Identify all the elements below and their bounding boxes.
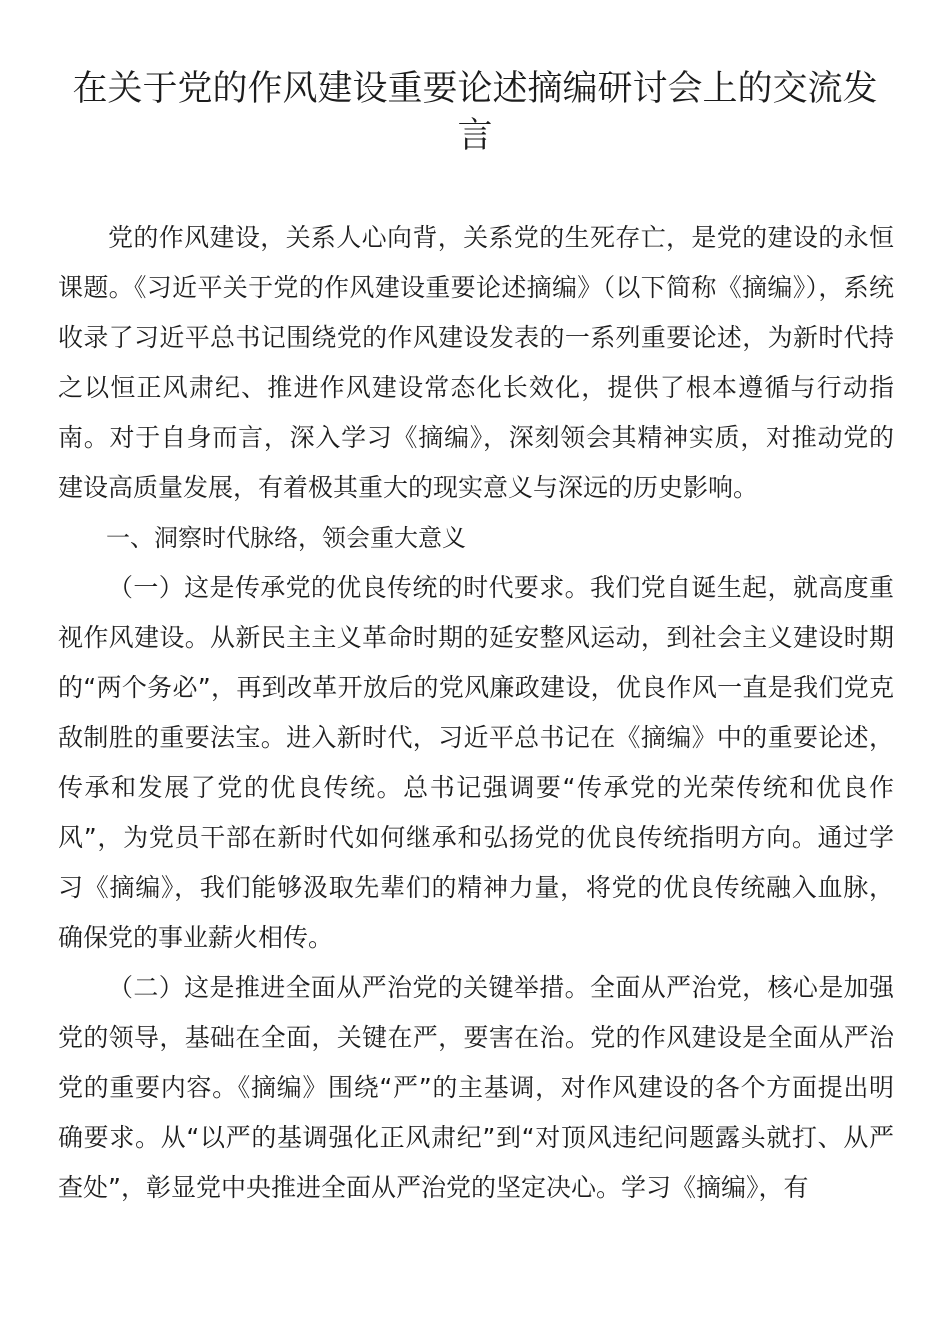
section-paragraph-1: （一）这是传承党的优良传统的时代要求。我们党自诞生起，就高度重视作风建设。从新民主主义革命时期的延安整风运动，到社会主义建设时期的“两个务必”，再到改革开放后的党风廉政建设，优良作风一直是我们党克敌制胜的重要法宝。进入新时代，习近平总书记在《摘编》中的重要论述，传承和发展了党的优良传统。总书记强调要“传承党的光荣传统和优良作风”，为党员干部在新时代如何继承和弘扬党的优良传统指明方向。通过学习《摘编》，我们能够汲取先辈们的精神力量，将党的优良传统融入血脉，确保党的事业薪火相传。 [58, 573, 894, 952]
section-paragraph-2: （二）这是推进全面从严治党的关键举措。全面从严治党，核心是加强党的领导，基础在全面，关键在严，要害在治。党的作风建设是全面从严治党的重要内容。《摘编》围绕“严”的主基调，对作风建设的各个方面提出明确要求。从“以严的基调强化正风肃纪”到“对顶风违纪问题露头就打、从严查处”，彰显党中央推进全面从严治党的坚定决心。学习《摘编》，有 [58, 973, 894, 1202]
document-body [58, 213, 894, 1213]
document-title: 在关于党的作风建设重要论述摘编研讨会上的交流发言 [72, 69, 878, 156]
section-heading: 一、洞察时代脉络，领会重大意义 [106, 524, 466, 552]
intro-paragraph: 党的作风建设，关系人心向背，关系党的生死存亡，是党的建设的永恒课题。《习近平关于党的作风建设重要论述摘编》（以下简称《摘编》），系统收录了习近平总书记围绕党的作风建设发表的一系列重要论述，为新时代持之以恒正风肃纪、推进作风建设常态化长效化，提供了根本遵循与行动指南。对于自身而言，深入学习《摘编》，深刻领会其精神实质，对推动党的建设高质量发展，有着极其重大的现实意义与深远的历史影响。 [58, 223, 894, 502]
